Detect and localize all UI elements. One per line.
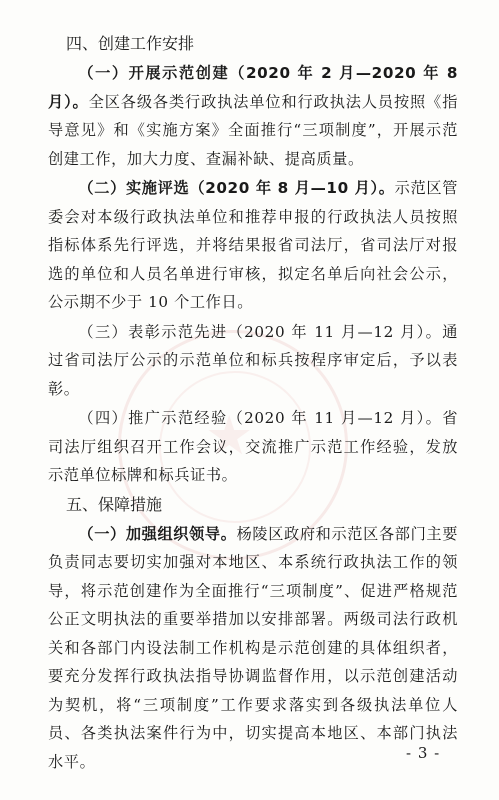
- paragraph-strengthen-leadership: [48, 520, 458, 777]
- paragraph-promote-experience: [48, 404, 458, 490]
- paragraph-body: 杨陵区政府和示范区各部门主要负责同志要切实加强对本地区、本系统行政执法工作的领导，将示范创建作为全面推行“三项制度”、促进严格规范公正文明执法的重要举措加以安排部署。两级司法行政机关和各部门内设法制工作机构是示范创建的具体组织者，要充分发挥行政执法指导协调监督作用，以示范创建活动为契机，将“三项制度”工作要求落实到各级执法单位人员、各类执法案件行为中，切实提高本地区、本部门执法水平。: [48, 524, 459, 771]
- paragraph-body: （四）推广示范经验（2020 年 11 月—12 月）。省司法厅组织召开工作会议，交流推广示范工作经验，发放示范单位标牌和标兵证书。: [48, 409, 458, 484]
- section-four-heading: 四、创建工作安排: [66, 34, 195, 53]
- paragraph-lead: （二）实施评选（2020 年 8 月—10 月）。: [78, 179, 395, 197]
- paragraph-implement-selection: [48, 174, 458, 317]
- paragraph-develop-demonstration: [48, 59, 458, 173]
- seal-star-icon: ★: [205, 404, 254, 467]
- paragraph-body: （三）表彰示范先进（2020 年 11 月—12 月）。通过省司法厅公示的示范单位和标兵按程序审定后，予以表彰。: [48, 322, 458, 398]
- paragraph-body: 示范区管委会对本级行政执法单位和推荐申报的行政执法人员按照指标体系先行评选，并将结果报省司法厅，省司法厅对报选的单位和人员名单进行审核，拟定名单后向社会公示，公示期不少于 10 个工作日。: [48, 179, 458, 311]
- document-body: [48, 30, 458, 777]
- paragraph-lead: （一）加强组织领导。: [78, 524, 237, 543]
- page-number: - 3 -: [406, 744, 441, 762]
- section-five-heading: 五、保障措施: [66, 494, 163, 514]
- paragraph-commend-advanced: [48, 318, 458, 404]
- paragraph-lead: （一）开展示范创建（2020 年 2 月—2020 年 8 月）。: [48, 64, 458, 111]
- paragraph-body: 全区各级各类行政执法单位和行政执法人员按照《指导意见》和《实施方案》全面推行“三项制度”，开展示范创建工作，加大力度、查漏补缺、提高质量。: [48, 92, 458, 168]
